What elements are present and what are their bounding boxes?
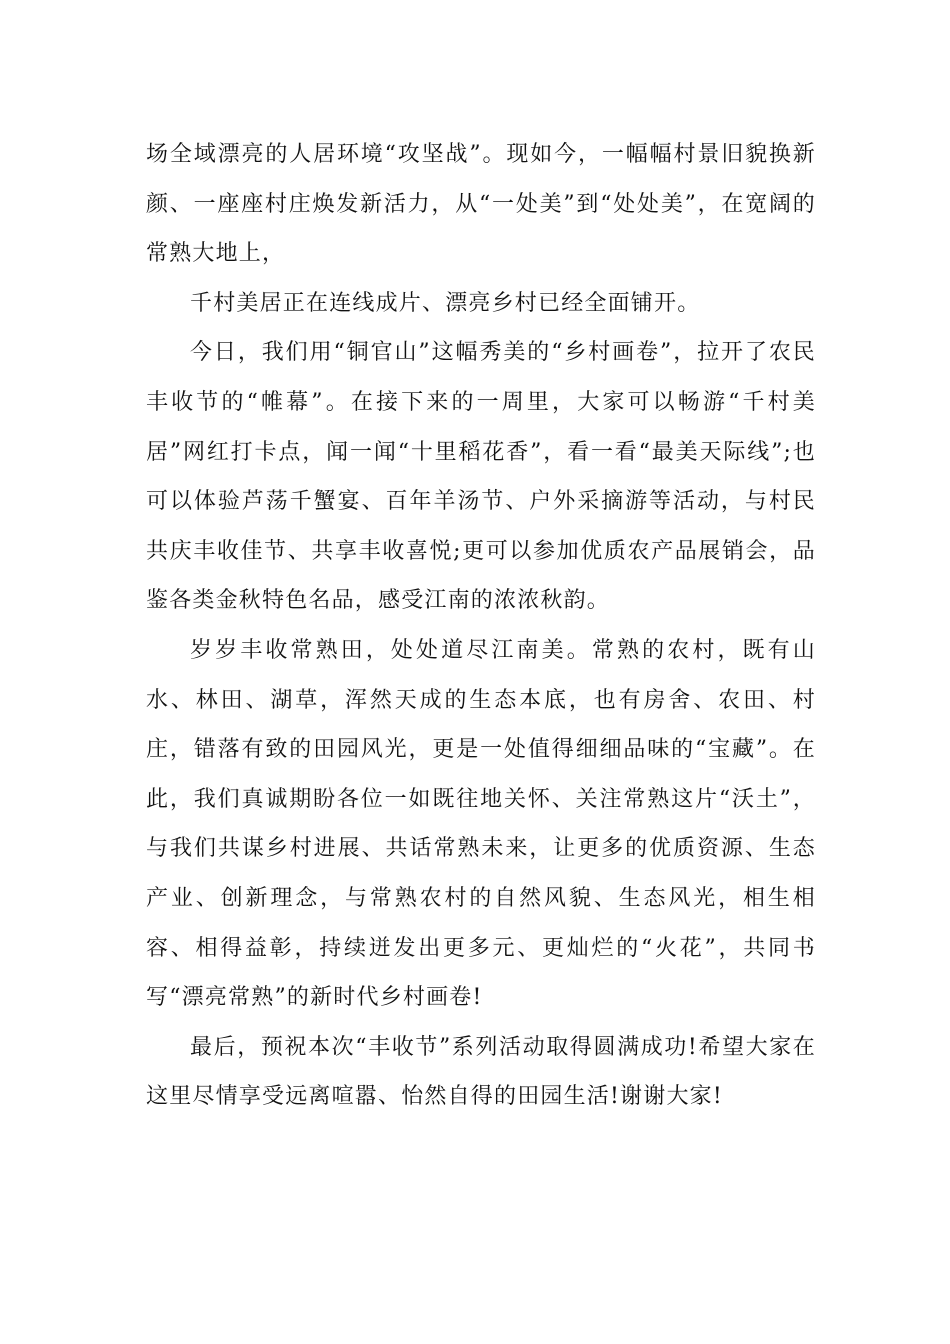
paragraph-1: 场全域漂亮的人居环境“攻坚战”。现如今，一幅幅村景旧貌换新颜、一座座村庄焕发新活力，从“一处美”到“处处美”，在宽阔的常熟大地上， [146,142,816,267]
paragraph-5: 最后，预祝本次“丰收节”系列活动取得圆满成功!希望大家在这里尽情享受远离喧嚣、怡然自得的田园生活!谢谢大家! [146,1034,816,1110]
paragraph-3: 今日，我们用“铜官山”这幅秀美的“乡村画卷”，拉开了农民丰收节的“帷幕”。在接下来的一周里，大家可以畅游“千村美居”网红打卡点，闻一闻“十里稻花香”，看一看“最美天际线”;也可以体验芦荡千蟹宴、百年羊汤节、户外采摘游等活动，与村民共庆丰收佳节、共享丰收喜悦;更可以参加优质农产品展销会，品鉴各类金秋特色名品，感受江南的浓浓秋韵。 [146,340,816,614]
document-body [146,130,816,1122]
paragraph-4: 岁岁丰收常熟田，处处道尽江南美。常熟的农村，既有山水、林田、湖草，浑然天成的生态本底，也有房舍、农田、村庄，错落有致的田园风光，更是一处值得细细品味的“宝藏”。在此，我们真诚期盼各位一如既往地关怀、关注常熟这片“沃土”，与我们共谋乡村进展、共话常熟未来，让更多的优质资源、生态产业、创新理念，与常熟农村的自然风貌、生态风光，相生相容、相得益彰，持续迸发出更多元、更灿烂的“火花”，共同书写“漂亮常熟”的新时代乡村画卷! [146,637,816,1011]
paragraph-2: 千村美居正在连线成片、漂亮乡村已经全面铺开。 [190,290,701,316]
